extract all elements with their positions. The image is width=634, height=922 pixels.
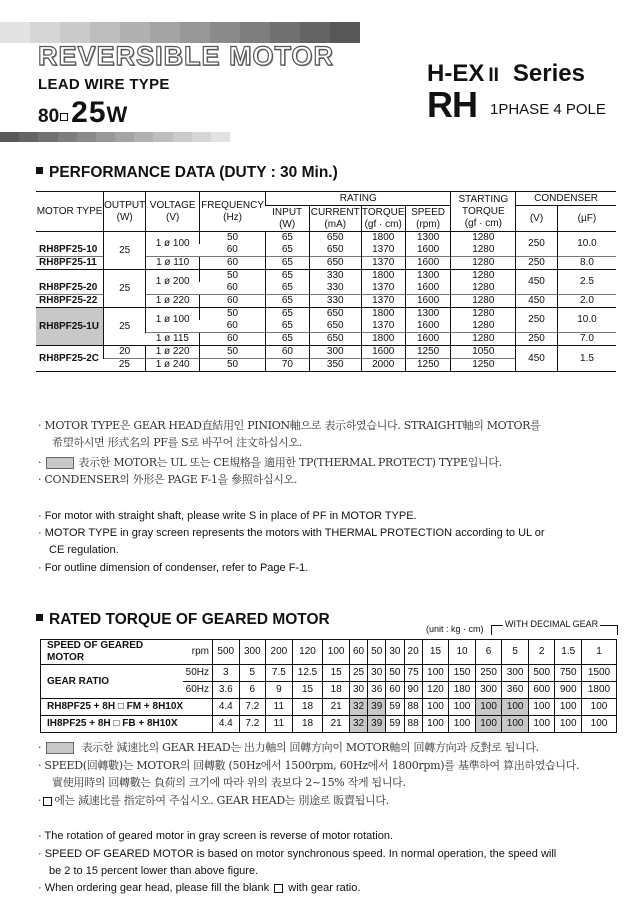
- voltage-cell: 1 ø 200: [146, 270, 200, 295]
- torque-value-cell: 7.2: [239, 699, 266, 716]
- bullet-icon: [36, 167, 43, 174]
- torque-value-cell: 59: [386, 699, 404, 716]
- speed-cell: 1600: [405, 320, 451, 333]
- frequency-cell: 60: [200, 333, 266, 346]
- output-cell: 25: [104, 308, 146, 346]
- condenser-uf-cell: 7.0: [557, 333, 616, 346]
- torque-value-cell: 100: [475, 716, 502, 733]
- ratio-50hz-cell: 30: [368, 665, 386, 682]
- band-segment: [0, 132, 19, 142]
- band-segment: [38, 132, 57, 142]
- output-cell: 20: [104, 346, 146, 359]
- decimal-gear-label: WITH DECIMAL GEAR: [505, 619, 599, 629]
- speed-cell: 1600: [405, 244, 451, 257]
- motor-type-cell: RH8PF25-11: [36, 257, 104, 270]
- note2-en-line-3: be 2 to 15 percent lower than above figure.: [49, 865, 259, 877]
- band-segment: [180, 22, 210, 43]
- condenser-v-cell: 250: [516, 333, 558, 346]
- current-cell: 650: [309, 232, 361, 245]
- band-segment: [115, 132, 134, 142]
- torque-value-cell: 100: [582, 699, 617, 716]
- starting-torque-cell: 1280: [451, 270, 516, 283]
- col-cond-uf: (μF): [557, 206, 616, 232]
- band-segment: [153, 132, 172, 142]
- lead-wire-type: LEAD WIRE TYPE: [38, 76, 170, 93]
- frequency-cell: 50: [200, 308, 266, 321]
- ratio-50hz-cell: 12.5: [292, 665, 323, 682]
- torque-value-cell: 11: [266, 716, 293, 733]
- ratio-50hz-cell: 500: [528, 665, 555, 682]
- ratio-60hz-cell: 900: [555, 682, 582, 699]
- voltage-cell: 1 ø 220: [146, 346, 200, 359]
- gray-swatch-icon: [46, 457, 74, 469]
- band-segment: [270, 22, 300, 43]
- speed-cell: 1300: [405, 232, 451, 245]
- condenser-v-cell: 250: [516, 232, 558, 257]
- note2-ko-line-1: · 表示한 減速比의 GEAR HEAD는 出力軸의 回轉方向이 MOTOR軸의 回轉方向과 反對로 됩니다.: [38, 741, 539, 754]
- torque-value-cell: 32: [349, 699, 367, 716]
- power-value: 25: [71, 96, 107, 129]
- torque-value-cell: 18: [292, 699, 323, 716]
- note-en-line-4: · For outline dimension of condenser, refer to Page F-1.: [38, 562, 309, 574]
- torque-cell: 1800: [361, 333, 405, 346]
- torque-value-cell: 100: [475, 699, 502, 716]
- ratio-60hz-cell: 180: [449, 682, 476, 699]
- torque-value-cell: 4.4: [213, 716, 240, 733]
- voltage-cell: 1 ø 115: [146, 333, 200, 346]
- condenser-v-cell: 450: [516, 346, 558, 372]
- speed-cell: 1250: [405, 346, 451, 359]
- col-rating: RATING: [266, 192, 451, 206]
- torque-unit: (unit : kg · cm): [426, 624, 484, 634]
- starting-torque-cell: 1280: [451, 320, 516, 333]
- condenser-v-cell: 450: [516, 270, 558, 295]
- input-cell: 70: [266, 359, 310, 372]
- ratio-50hz-cell: 300: [502, 665, 529, 682]
- col-torque: TORQUE (gf · cm): [361, 206, 405, 230]
- condenser-uf-cell: 8.0: [557, 257, 616, 270]
- torque-cell: 1370: [361, 320, 405, 333]
- torque-model-1: RH8PF25 + 8H □ FM + 8H10X: [41, 699, 213, 716]
- band-segment: [96, 132, 115, 142]
- condenser-uf-cell: 2.0: [557, 295, 616, 308]
- frequency-cell: 60: [226, 282, 238, 293]
- band-segment: [300, 22, 330, 43]
- series-roman: II: [488, 65, 499, 86]
- motor-type-cell: RH8PF25-22: [36, 295, 104, 308]
- torque-value-cell: 100: [528, 716, 555, 733]
- series-word: Series: [512, 60, 585, 87]
- ratio-50hz-cell: 15: [323, 665, 350, 682]
- torque-value-cell: 100: [422, 716, 449, 733]
- performance-table: [36, 191, 616, 372]
- speed-cell: 1600: [405, 333, 451, 346]
- torque-model-2: IH8PF25 + 8H □ FB + 8H10X: [41, 716, 213, 733]
- ratio-50hz-cell: 100: [422, 665, 449, 682]
- starting-torque-cell: 1050: [451, 346, 516, 359]
- speed-cell: 1300: [405, 270, 451, 283]
- speed-cell: 30: [386, 640, 404, 665]
- torque-cell: 1800: [361, 308, 405, 321]
- output-cell: 25: [104, 270, 146, 308]
- torque-cell: 1370: [361, 282, 405, 295]
- note-en-line-3: CE regulation.: [49, 544, 119, 556]
- condenser-uf-cell: 10.0: [557, 232, 616, 257]
- speed-cell: 60: [349, 640, 367, 665]
- starting-torque-cell: 1280: [451, 257, 516, 270]
- band-segment: [77, 132, 96, 142]
- band-segment: [58, 132, 77, 142]
- frame-size: 80: [38, 106, 60, 127]
- speed-cell: 500: [213, 640, 240, 665]
- frequency-cell: 60: [226, 320, 238, 331]
- torque-value-cell: 100: [582, 716, 617, 733]
- condenser-v-cell: 450: [516, 295, 558, 308]
- current-cell: 330: [309, 270, 361, 283]
- motor-type-cell: RH8PF25-2C: [36, 346, 104, 372]
- input-cell: 65: [266, 333, 310, 346]
- torque-cell: 1370: [361, 257, 405, 270]
- current-cell: 330: [309, 295, 361, 308]
- current-cell: 650: [309, 257, 361, 270]
- ratio-60hz-cell: 120: [422, 682, 449, 699]
- band-segment: [173, 132, 192, 142]
- ratio-60hz-cell: 18: [323, 682, 350, 699]
- frame-power-label: [38, 96, 127, 130]
- col-cond-v: (V): [516, 206, 558, 232]
- current-cell: 350: [309, 359, 361, 372]
- col-starting-torque: STARTING TORQUE (gf · cm): [451, 192, 516, 232]
- ratio-60hz-cell: 9: [266, 682, 293, 699]
- torque-value-cell: 11: [266, 699, 293, 716]
- ratio-50hz-cell: 150: [449, 665, 476, 682]
- torque-value-cell: 88: [404, 699, 422, 716]
- frequency-cell: 60: [200, 257, 266, 270]
- note2-ko-line-2: · SPEED(回轉數)는 MOTOR의 回轉數 (50Hz에서 1500rpm, 60Hz에서 1800rpm)를 基準하여 算出하였습니다.: [38, 759, 580, 772]
- col-speed: SPEED (rpm): [405, 206, 451, 232]
- current-cell: 650: [309, 308, 361, 321]
- series-prefix: H-EX: [427, 60, 485, 87]
- input-cell: 65: [266, 308, 310, 321]
- voltage-cell: 1 ø 110: [146, 257, 200, 270]
- current-cell: 300: [309, 346, 361, 359]
- ratio-50hz-cell: 25: [349, 665, 367, 682]
- band-segment: [134, 132, 153, 142]
- input-cell: 65: [266, 295, 310, 308]
- torque-value-cell: 39: [368, 699, 386, 716]
- band-segment: [0, 22, 30, 43]
- starting-torque-cell: 1280: [451, 308, 516, 321]
- speed-cell: 1600: [405, 257, 451, 270]
- frequency-cell: 60: [200, 295, 266, 308]
- perf-row: [36, 346, 616, 359]
- band-segment: [240, 22, 270, 43]
- speed-cell: 200: [266, 640, 293, 665]
- torque-cell: 1800: [361, 270, 405, 283]
- bullet-icon: [36, 614, 43, 621]
- note2-en-line-2: · SPEED OF GEARED MOTOR is based on motor synchronous speed. In normal operation, the speed will: [38, 848, 557, 860]
- model-family: RH: [427, 84, 477, 125]
- blank-square-icon: [43, 797, 52, 806]
- starting-torque-cell: 1280: [451, 333, 516, 346]
- band-segment: [192, 132, 211, 142]
- starting-torque-cell: 1280: [451, 244, 516, 257]
- speed-cell: 10: [449, 640, 476, 665]
- speed-cell: 1600: [405, 282, 451, 295]
- col-frequency: FREQUENCY (Hz): [200, 192, 266, 232]
- frequency-cell: 50: [200, 232, 266, 245]
- torque-value-cell: 39: [368, 716, 386, 733]
- speed-cell: 15: [422, 640, 449, 665]
- starting-torque-cell: 1280: [451, 232, 516, 245]
- input-cell: 65: [266, 232, 310, 245]
- perf-row: [36, 232, 616, 245]
- torque-value-cell: 100: [555, 699, 582, 716]
- speed-cell: 100: [323, 640, 350, 665]
- ratio-50hz-cell: 50: [386, 665, 404, 682]
- performance-section-title: PERFORMANCE DATA (DUTY : 30 Min.): [36, 164, 338, 182]
- speed-cell: 1300: [405, 308, 451, 321]
- torque-value-cell: 59: [386, 716, 404, 733]
- note-ko-line-1: · MOTOR TYPE은 GEAR HEAD直結用인 PINION軸으로 表示하였습니다. STRAIGHT軸의 MOTOR를: [38, 419, 541, 432]
- note2-ko-line-4: · 에는 減速比를 指定하여 주십시오. GEAR HEAD는 別途로 販賣됩니다.: [38, 794, 389, 807]
- note2-en-line-4: · When ordering gear head, please fill the blank with gear ratio.: [38, 882, 361, 894]
- speed-cell: 1250: [405, 359, 451, 372]
- speed-cell: 2: [528, 640, 555, 665]
- voltage-cell: 1 ø 100: [146, 308, 200, 333]
- current-cell: 330: [309, 282, 361, 295]
- speed-cell: 120: [292, 640, 323, 665]
- starting-torque-cell: 1280: [451, 295, 516, 308]
- note-en-line-2: · MOTOR TYPE in gray screen represents the motors with THERMAL PROTECTION according to UL or: [38, 527, 545, 539]
- phase-label: 1PHASE 4 POLE: [490, 101, 606, 118]
- ratio-60hz: 60Hz: [183, 682, 213, 699]
- current-cell: 650: [309, 244, 361, 257]
- torque-cell: 1370: [361, 244, 405, 257]
- input-cell: 65: [266, 270, 310, 283]
- condenser-v-cell: 250: [516, 308, 558, 333]
- speed-cell: 1600: [405, 295, 451, 308]
- input-cell: 60: [266, 346, 310, 359]
- ratio-50hz-cell: 750: [555, 665, 582, 682]
- torque-value-cell: 100: [528, 699, 555, 716]
- torque-cell: 2000: [361, 359, 405, 372]
- condenser-uf-cell: 1.5: [557, 346, 616, 372]
- ratio-50hz-cell: 250: [475, 665, 502, 682]
- ratio-50hz-cell: 3: [213, 665, 240, 682]
- torque-section-title: RATED TORQUE OF GEARED MOTOR: [36, 611, 330, 629]
- speed-cell: 6: [475, 640, 502, 665]
- speed-cell: 1: [582, 640, 617, 665]
- ratio-50hz-cell: 75: [404, 665, 422, 682]
- voltage-cell: 1 ø 220: [146, 295, 200, 308]
- torque-value-cell: 18: [292, 716, 323, 733]
- ratio-60hz-cell: 90: [404, 682, 422, 699]
- col-motor-type: MOTOR TYPE: [36, 192, 104, 232]
- starting-torque-cell: 1250: [451, 359, 516, 372]
- frequency-cell: 50: [200, 346, 266, 359]
- speed-cell: 300: [239, 640, 266, 665]
- note-ko-line-2: 希望하시면 形式名의 PF를 S로 바꾸어 注文하십시오.: [52, 436, 302, 449]
- col-voltage: VOLTAGE (V): [146, 192, 200, 232]
- ratio-60hz-cell: 3.6: [213, 682, 240, 699]
- page-title: REVERSIBLE MOTOR: [38, 41, 335, 71]
- torque-table: [40, 639, 617, 733]
- current-cell: 650: [309, 320, 361, 333]
- torque-value-cell: 32: [349, 716, 367, 733]
- input-cell: 65: [266, 320, 310, 333]
- band-segment: [211, 132, 230, 142]
- motor-type-cell: RH8PF25-1U: [36, 308, 104, 346]
- speed-cell: 1.5: [555, 640, 582, 665]
- band-segment: [30, 22, 60, 43]
- ratio-50hz-cell: 5: [239, 665, 266, 682]
- ratio-60hz-cell: 1800: [582, 682, 617, 699]
- torque-value-cell: 100: [449, 716, 476, 733]
- torque-value-cell: 100: [502, 699, 529, 716]
- ratio-60hz-cell: 36: [368, 682, 386, 699]
- col-condenser: CONDENSER: [516, 192, 616, 206]
- col-input: INPUT (W): [272, 206, 303, 230]
- condenser-uf-cell: 10.0: [557, 308, 616, 333]
- ratio-50hz: 50Hz: [183, 665, 213, 682]
- output-cell: 25: [104, 359, 146, 372]
- perf-row: [36, 308, 616, 321]
- power-unit: W: [106, 102, 128, 127]
- ratio-60hz-cell: 15: [292, 682, 323, 699]
- torque-cell: 1600: [361, 346, 405, 359]
- band-segment: [60, 22, 90, 43]
- speed-cell: 20: [404, 640, 422, 665]
- motor-type-cell: RH8PF25-10: [36, 232, 104, 257]
- frequency-cell: 60: [226, 244, 238, 255]
- ratio-50hz-cell: 1500: [582, 665, 617, 682]
- torque-value-cell: 88: [404, 716, 422, 733]
- input-cell: 65: [266, 257, 310, 270]
- output-cell: 25: [104, 232, 146, 270]
- band-segment: [210, 22, 240, 43]
- band-segment: [19, 132, 38, 142]
- speed-label: SPEED OF GEARED MOTOR: [41, 640, 183, 665]
- ratio-60hz-cell: 600: [528, 682, 555, 699]
- frequency-cell: 50: [200, 270, 266, 283]
- torque-value-cell: 100: [502, 716, 529, 733]
- ratio-60hz-cell: 6: [239, 682, 266, 699]
- band-segment: [120, 22, 150, 43]
- frequency-cell: 50: [200, 359, 266, 372]
- ratio-50hz-cell: 7.5: [266, 665, 293, 682]
- ratio-60hz-cell: 360: [502, 682, 529, 699]
- input-cell: 65: [266, 282, 310, 295]
- note2-en-line-1: · The rotation of geared motor in gray screen is reverse of motor rotation.: [38, 830, 394, 842]
- perf-row: [36, 270, 616, 283]
- note-ko-line-4: · CONDENSER의 外形은 PAGE F-1을 參照하십시오.: [38, 473, 298, 486]
- torque-value-cell: 7.2: [239, 716, 266, 733]
- speed-unit: rpm: [183, 640, 213, 665]
- speed-cell: 5: [502, 640, 529, 665]
- torque-value-cell: 21: [323, 699, 350, 716]
- note-ko-line-3: · 表示한 MOTOR는 UL 또는 CE規格을 適用한 TP(THERMAL PROTECT) TYPE입니다.: [38, 456, 502, 469]
- blank-square-icon: [274, 884, 283, 893]
- starting-torque-cell: 1280: [451, 282, 516, 295]
- ratio-60hz-cell: 300: [475, 682, 502, 699]
- voltage-cell: 1 ø 100: [146, 232, 200, 257]
- input-cell: 65: [266, 244, 310, 257]
- torque-value-cell: 4.4: [213, 699, 240, 716]
- torque-value-cell: 21: [323, 716, 350, 733]
- col-current: CURRENT (mA): [310, 206, 360, 230]
- square-icon: [60, 113, 68, 121]
- speed-cell: 50: [368, 640, 386, 665]
- note-en-line-1: · For motor with straight shaft, please write S in place of PF in MOTOR TYPE.: [38, 510, 417, 522]
- ratio-label: GEAR RATIO: [41, 665, 183, 699]
- torque-cell: 1370: [361, 295, 405, 308]
- band-segment: [150, 22, 180, 43]
- band-segment: [330, 22, 360, 43]
- gray-swatch-icon: [46, 742, 74, 754]
- header-gradient-band: [0, 22, 360, 43]
- condenser-uf-cell: 2.5: [557, 270, 616, 295]
- condenser-v-cell: 250: [516, 257, 558, 270]
- current-cell: 650: [309, 333, 361, 346]
- torque-cell: 1800: [361, 232, 405, 245]
- torque-value-cell: 100: [449, 699, 476, 716]
- torque-value-cell: 100: [422, 699, 449, 716]
- ratio-60hz-cell: 30: [349, 682, 367, 699]
- col-output: OUTPUT (W): [104, 192, 146, 232]
- ratio-60hz-cell: 60: [386, 682, 404, 699]
- band-segment: [90, 22, 120, 43]
- torque-value-cell: 100: [555, 716, 582, 733]
- header-underline-band: [0, 132, 230, 142]
- note2-ko-line-3: 實使用時의 回轉數는 負荷의 크기에 따라 위의 表보다 2~15% 작게 됩니다.: [52, 776, 406, 789]
- voltage-cell: 1 ø 240: [146, 359, 200, 372]
- motor-type-cell: RH8PF25-20: [36, 270, 104, 295]
